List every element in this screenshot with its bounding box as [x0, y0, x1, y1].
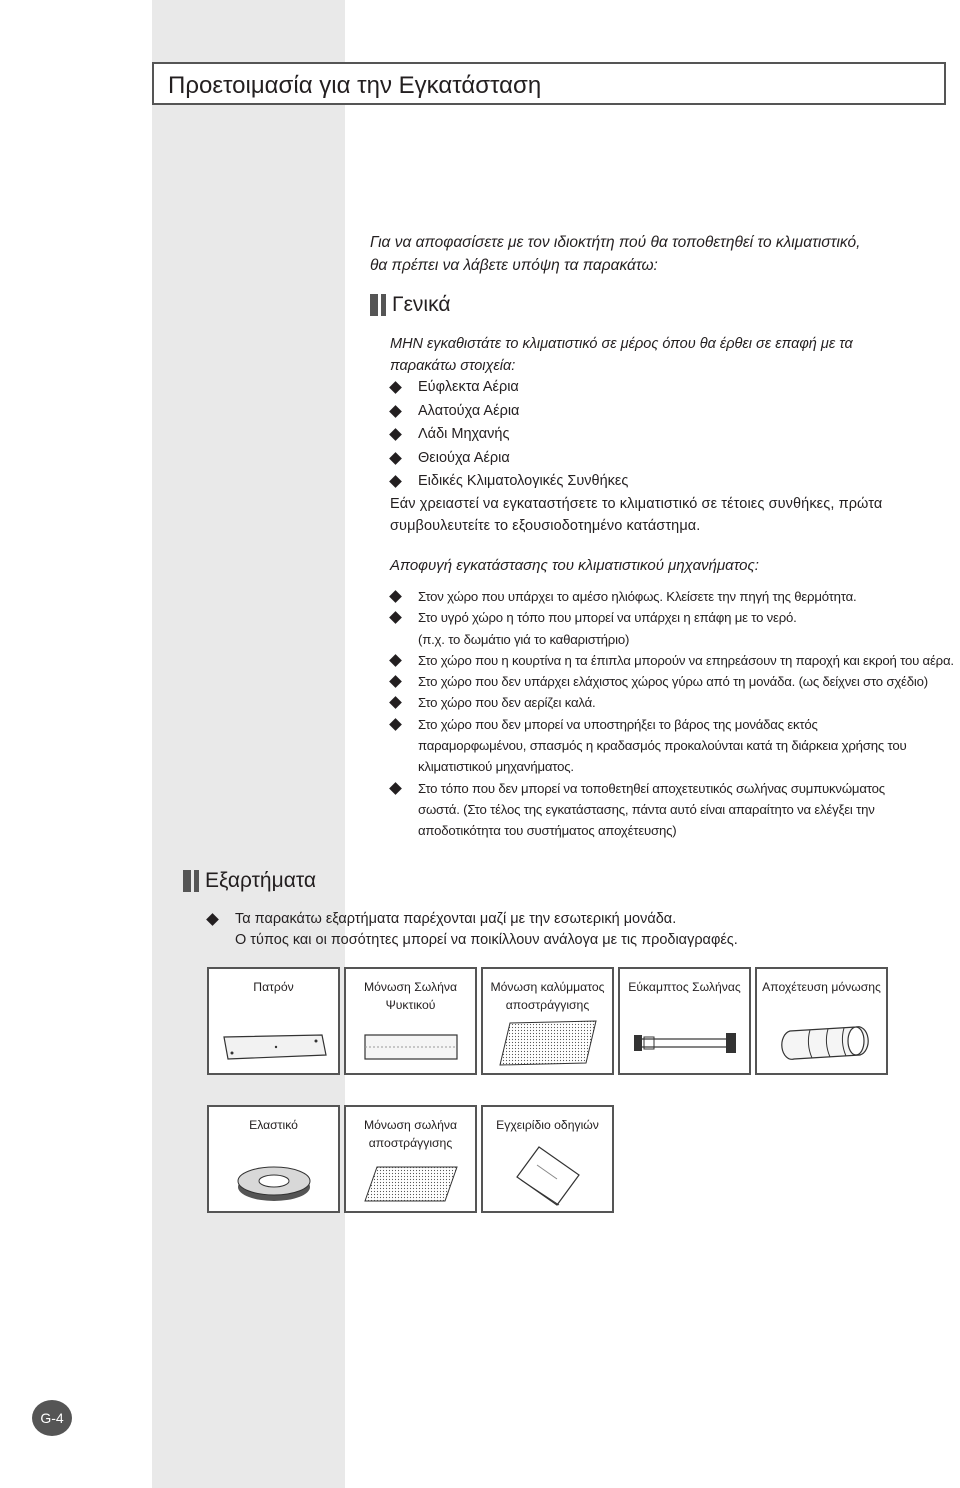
accessories-heading-text: Εξαρτήματα [205, 869, 316, 892]
page-title: Προετοιμασία για την Εγκατάσταση [168, 72, 542, 99]
avoid-title: Αποφυγή εγκατάστασης του κλιματιστικού μηχανήματος: [390, 557, 759, 574]
flexible-hose-icon [630, 1025, 740, 1061]
rubber-ring-icon [234, 1163, 314, 1203]
accessories-heading [183, 869, 316, 893]
list-item: Στον χώρο που υπάρχει το αμέσο ηλιόφως. Κλείσετε την πηγή της θερμότητα. [390, 586, 960, 607]
section-mark-icon [370, 294, 386, 316]
accessory-cell [481, 967, 614, 1075]
refrigerant-pipe-insulation-icon [361, 1027, 461, 1065]
diamond-bullet-icon [389, 718, 402, 731]
list-item: Θειούχα Αέρια [390, 447, 628, 471]
accessory-label: Μόνωση σωλήνα αποστράγγισης [363, 1118, 458, 1150]
accessory-cell [481, 1105, 614, 1213]
avoid-list [390, 586, 960, 842]
accessory-label: Εύκαμπτος Σωλήνας [628, 980, 741, 994]
list-item: Τα παρακάτω εξαρτήματα παρέχονται μαζί με την εσωτερική μονάδα. Ο τύπος και οι ποσότητες μπορεί να ποικίλλουν ανάλογα με τις προδιαγραφές. [207, 909, 738, 951]
accessory-cell [755, 967, 888, 1075]
accessories-table [207, 967, 888, 1213]
advice-line: συμβουλευτείτε το εξουσιοδοτημένο κατάστημα. [390, 518, 701, 534]
diamond-bullet-icon [389, 381, 402, 394]
list-item: Στο χώρο που δεν αερίζει καλά. [390, 692, 960, 713]
accessory-cell [207, 1105, 340, 1213]
diamond-bullet-icon [389, 782, 402, 795]
diamond-bullet-icon [389, 611, 402, 624]
advice-line: Εάν χρειαστεί να εγκαταστήσετε το κλιματιστικό σε τέτοιες συνθήκες, πρώτα [390, 496, 883, 512]
diamond-bullet-icon [206, 913, 219, 926]
accessory-label: Μόνωση Σωλήνα Ψυκτικού [363, 980, 458, 1012]
drain-cover-insulation-icon [496, 1017, 600, 1069]
accessory-label: Αποχέτευση μόνωσης [762, 980, 881, 994]
accessory-label: Μόνωση καλύμματος αποστράγγισης [490, 980, 605, 1012]
diamond-bullet-icon [389, 675, 402, 688]
intro-text [370, 231, 930, 277]
general-warning [390, 333, 950, 377]
section-mark-icon [183, 870, 199, 892]
accessory-cell [344, 967, 477, 1075]
general-heading-text: Γενικά [392, 293, 451, 316]
intro-line: Για να αποφασίσετε με τον ιδιοκτήτη πού θα τοποθετηθεί το κλιματιστικό, [370, 234, 861, 251]
diamond-bullet-icon [389, 697, 402, 710]
diamond-bullet-icon [389, 654, 402, 667]
drain-insulation-icon [770, 1021, 874, 1065]
warning-line: ΜΗΝ εγκαθιστάτε το κλιματιστικό σε μέρος όπου θα έρθει σε επαφή με τα [390, 336, 853, 352]
diamond-bullet-icon [389, 452, 402, 465]
accessories-notes [207, 909, 738, 951]
manual-booklet-icon [513, 1145, 583, 1207]
diamond-bullet-icon [389, 590, 402, 603]
list-item: Στο υγρό χώρο η τόπο που μπορεί να υπάρχει η επάφη με το νερό. (π.χ. το δωμάτιο γιά το καθαριστήριο) [390, 607, 960, 650]
title-box [152, 62, 946, 105]
list-item: Στο χώρο που δεν μπορεί να υποστηρήξει το βάρος της μονάδας εκτός παραμορφωμένου, σπασμός η κραδασμός προκαλούνται κατά τη διάρκεια χρήσης του κλιματιστικού μηχανήματος. [390, 714, 960, 778]
list-item: Αλατούχα Αέρια [390, 400, 628, 424]
accessory-cell [207, 967, 340, 1075]
intro-line: θα πρέπει να λάβετε υπόψη τα παρακάτω: [370, 257, 658, 274]
list-item: Στο χώρο που δεν υπάρχει ελάχιστος χώρος γύρω από τη μονάδα. (ως δείχνει στο σχέδιο) [390, 671, 960, 692]
drain-pipe-insulation-icon [361, 1163, 461, 1205]
accessory-cell [344, 1105, 477, 1213]
list-item: Λάδι Μηχανής [390, 423, 628, 447]
page-number-badge: G-4 [32, 1400, 72, 1436]
diamond-bullet-icon [389, 428, 402, 441]
diamond-bullet-icon [389, 405, 402, 418]
list-item: Ειδικές Κλιματολογικές Συνθήκες [390, 470, 628, 494]
warning-line: παρακάτω στοιχεία: [390, 358, 516, 374]
list-item: Εύφλεκτα Αέρια [390, 376, 628, 400]
side-band [152, 0, 345, 1488]
accessory-label: Εγχειρίδιο οδηγιών [496, 1118, 599, 1132]
accessory-label: Ελαστικό [249, 1118, 298, 1132]
template-plate-icon [218, 1031, 330, 1065]
accessory-cell [618, 967, 751, 1075]
diamond-bullet-icon [389, 475, 402, 488]
list-item: Στο χώρο που η κουρτίνα η τα έπιπλα μπορούν να επηρεάσουν τη παροχή και εκροή του αέρα. [390, 650, 960, 671]
general-list [390, 376, 628, 494]
general-heading [370, 293, 450, 317]
general-advice [390, 493, 950, 537]
accessory-label: Πατρόν [253, 980, 294, 994]
list-item: Στο τόπο που δεν μπορεί να τοποθετηθεί αποχετευτικός σωλήνας συμπυκνώματος σωστά. (Στο τέλος της εγκατάστασης, πάντα αυτό είναι απαραίτητο να ελέγξει την αποδοτικότητα του συστήματος αποχέτευσης) [390, 778, 960, 842]
